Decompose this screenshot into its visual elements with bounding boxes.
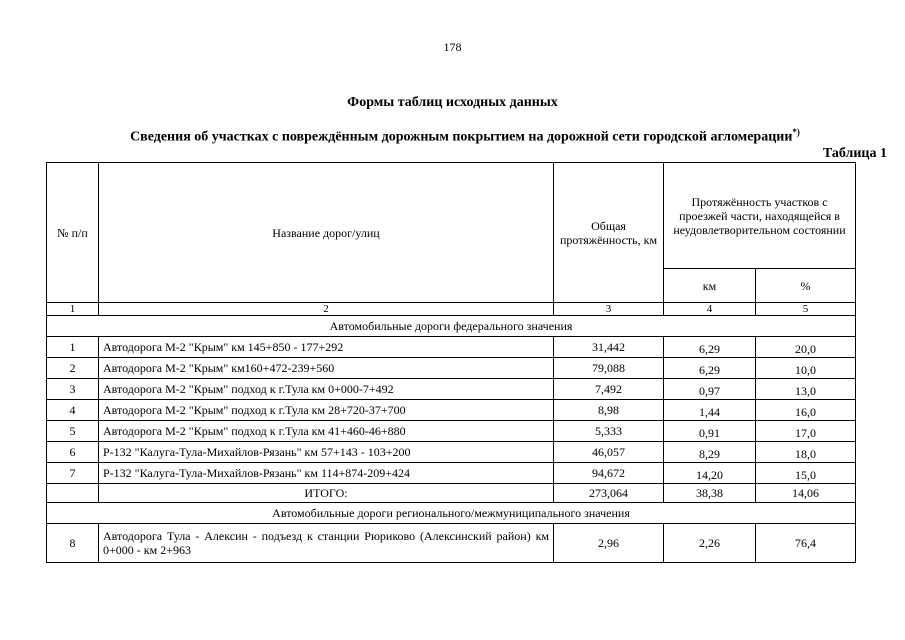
regional-roads-body: [47, 524, 856, 563]
column-number: 4: [664, 303, 756, 316]
total-length: 273,064: [554, 484, 664, 503]
damaged-percent: 17,0: [756, 421, 856, 442]
table-row: [47, 400, 856, 421]
damaged-percent: 18,0: [756, 442, 856, 463]
header-damaged-length: Протяжённость участков с проезжей части, находящейся в неудовлетворительном состоянии: [664, 163, 856, 269]
table-row: [47, 358, 856, 379]
column-number: 5: [756, 303, 856, 316]
column-number: 3: [554, 303, 664, 316]
header-row: [47, 163, 856, 269]
total-length: 94,672: [554, 463, 664, 484]
total-label: ИТОГО:: [99, 484, 554, 503]
table-row: [47, 421, 856, 442]
damaged-percent: 10,0: [756, 358, 856, 379]
damaged-km: 0,91: [664, 421, 756, 442]
damaged-km: 8,29: [664, 442, 756, 463]
damaged-percent: 15,0: [756, 463, 856, 484]
section-row-regional: [47, 503, 856, 524]
damaged-km: 0,97: [664, 379, 756, 400]
total-km: 38,38: [664, 484, 756, 503]
table-label: Таблица 1: [822, 146, 887, 161]
table-row: [47, 524, 856, 563]
table-row: [47, 442, 856, 463]
total-length: 8,98: [554, 400, 664, 421]
total-index-cell: [47, 484, 99, 503]
damaged-km: 1,44: [664, 400, 756, 421]
damaged-km: 14,20: [664, 463, 756, 484]
damaged-km: 6,29: [664, 337, 756, 358]
row-index: 1: [47, 337, 99, 358]
row-index: 6: [47, 442, 99, 463]
total-length: 2,96: [554, 524, 664, 563]
header-percent: %: [756, 269, 856, 303]
damaged-percent: 13,0: [756, 379, 856, 400]
total-length: 79,088: [554, 358, 664, 379]
damaged-percent: 16,0: [756, 400, 856, 421]
road-damage-table: [46, 162, 856, 563]
total-length: 46,057: [554, 442, 664, 463]
table-row: [47, 337, 856, 358]
total-length: 5,333: [554, 421, 664, 442]
table-row: [47, 379, 856, 400]
total-length: 7,492: [554, 379, 664, 400]
row-index: 8: [47, 524, 99, 563]
damaged-percent: 76,4: [756, 524, 856, 563]
header-total-length: Общая протяжённость, км: [554, 163, 664, 303]
total-row: [47, 484, 856, 503]
damaged-percent: 20,0: [756, 337, 856, 358]
header-index: № п/п: [47, 163, 99, 303]
road-name: Р-132 "Калуга-Тула-Михайлов-Рязань" км 57+143 - 103+200: [99, 442, 554, 463]
total-percent: 14,06: [756, 484, 856, 503]
road-name: Автодорога М-2 "Крым" км160+472-239+560: [99, 358, 554, 379]
row-index: 3: [47, 379, 99, 400]
road-name: Автодорога М-2 "Крым" подход к г.Тула км 41+460-46+880: [99, 421, 554, 442]
row-index: 4: [47, 400, 99, 421]
federal-roads-body: [47, 337, 856, 484]
row-index: 5: [47, 421, 99, 442]
page-number: 178: [443, 40, 462, 54]
section-row-federal: [47, 316, 856, 337]
damaged-km: 2,26: [664, 524, 756, 563]
footnote-marker: *): [792, 127, 800, 137]
header-km: км: [664, 269, 756, 303]
document-heading: Формы таблиц исходных данных: [347, 95, 558, 110]
section-title: Автомобильные дороги федерального значения: [47, 316, 856, 337]
column-number-row: [47, 303, 856, 316]
road-name: Р-132 "Калуга-Тула-Михайлов-Рязань" км 114+874-209+424: [99, 463, 554, 484]
column-number: 1: [47, 303, 99, 316]
column-number: 2: [99, 303, 554, 316]
header-road-name: Название дорог/улиц: [99, 163, 554, 303]
total-length: 31,442: [554, 337, 664, 358]
section-title: Автомобильные дороги регионального/межмуниципального значения: [47, 503, 856, 524]
table-row: [47, 463, 856, 484]
table-caption: [70, 127, 860, 146]
road-name: Автодорога Тула - Алексин - подъезд к станции Рюриково (Алексинский район) км 0+000 - км 2+963: [99, 524, 554, 563]
table-caption-text: Сведения об участках с повреждённым дорожным покрытием на дорожной сети городской агломерации: [130, 129, 793, 145]
row-index: 2: [47, 358, 99, 379]
road-name: Автодорога М-2 "Крым" подход к г.Тула км 0+000-7+492: [99, 379, 554, 400]
row-index: 7: [47, 463, 99, 484]
road-name: Автодорога М-2 "Крым" км 145+850 - 177+292: [99, 337, 554, 358]
road-name: Автодорога М-2 "Крым" подход к г.Тула км 28+720-37+700: [99, 400, 554, 421]
damaged-km: 6,29: [664, 358, 756, 379]
